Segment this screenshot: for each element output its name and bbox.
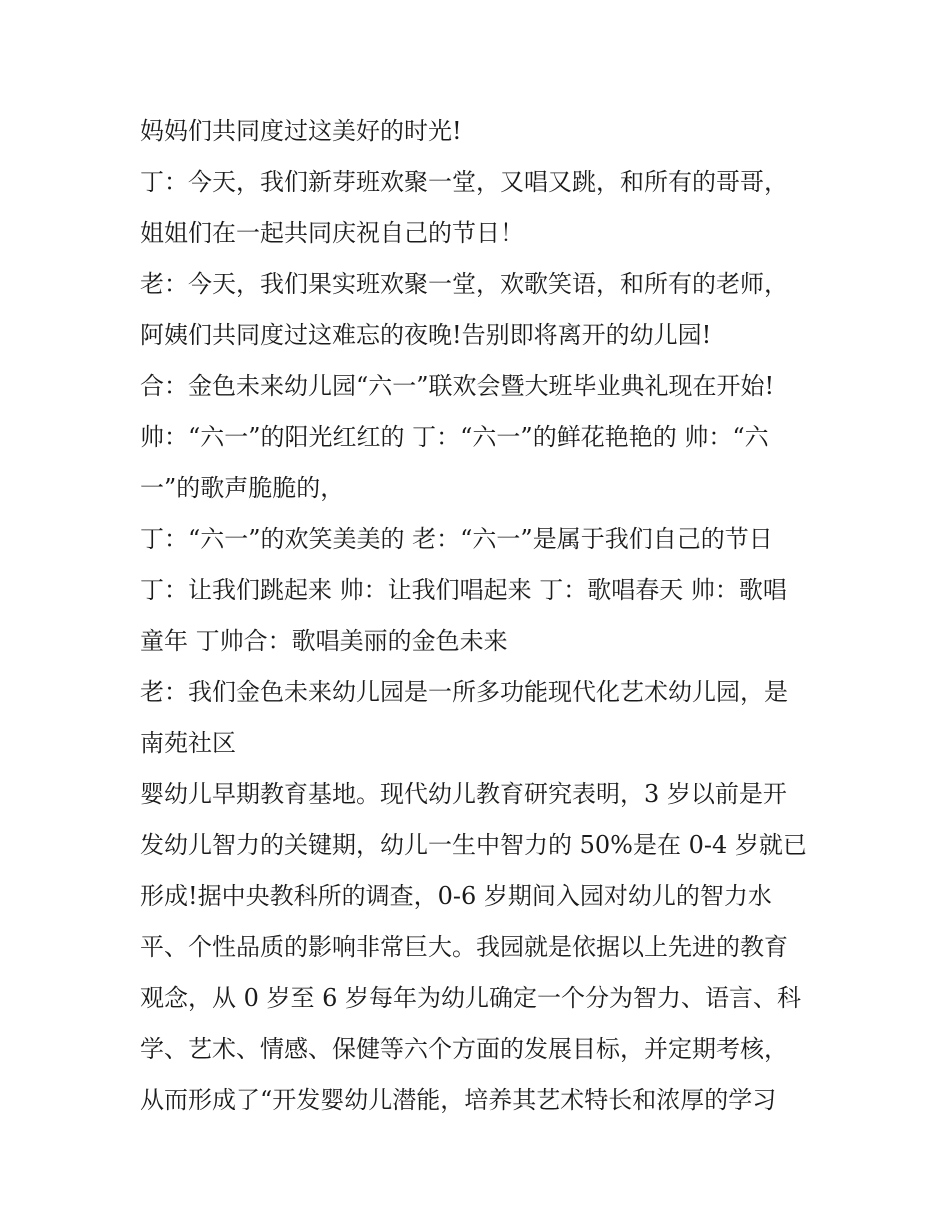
text-line: 老：我们金色未来幼儿园是一所多功能现代化艺术幼儿园，是 bbox=[140, 678, 788, 706]
text-line: 合：金色未来幼儿园“六一”联欢会暨大班毕业典礼现在开始! bbox=[140, 372, 775, 400]
text-line: 形成!据中央教科所的调查，0-6 岁期间入园对幼儿的智力水 bbox=[140, 882, 772, 910]
text-line: 观念，从 0 岁至 6 岁每年为幼儿确定一个分为智力、语言、科 bbox=[140, 984, 802, 1012]
text-line: 阿姨们共同度过这难忘的夜晚!告别即将离开的幼儿园! bbox=[140, 321, 712, 349]
text-line: 姐姐们在一起共同庆祝自己的节日！ bbox=[140, 219, 524, 247]
text-line: 妈妈们共同度过这美好的时光! bbox=[140, 117, 462, 145]
text-line: 发幼儿智力的关键期，幼儿一生中智力的 50%是在 0-4 岁就已 bbox=[140, 831, 807, 859]
document-body bbox=[140, 106, 830, 1126]
text-line: 老：今天，我们果实班欢聚一堂，欢歌笑语，和所有的老师， bbox=[140, 270, 788, 298]
text-line: 婴幼儿早期教育基地。现代幼儿教育研究表明，3 岁以前是开 bbox=[140, 780, 787, 808]
text-line: 平、个性品质的影响非常巨大。我园就是依据以上先进的教育 bbox=[140, 933, 788, 961]
text-line: 一”的歌声脆脆的， bbox=[140, 474, 345, 502]
text-line: 童年 丁帅合：歌唱美丽的金色未来 bbox=[140, 627, 508, 655]
text-line: 帅：“六一”的阳光红红的 丁：“六一”的鲜花艳艳的 帅：“六 bbox=[140, 423, 769, 451]
text-line: 从而形成了“开发婴幼儿潜能，培养其艺术特长和浓厚的学习 bbox=[140, 1086, 777, 1114]
text-line: 南苑社区 bbox=[140, 729, 236, 757]
text-line: 丁：“六一”的欢笑美美的 老：“六一”是属于我们自己的节日 bbox=[140, 525, 773, 553]
text-line: 丁：今天，我们新芽班欢聚一堂，又唱又跳，和所有的哥哥， bbox=[140, 168, 788, 196]
text-line: 丁：让我们跳起来 帅：让我们唱起来 丁：歌唱春天 帅：歌唱 bbox=[140, 576, 787, 604]
text-line: 学、艺术、情感、保健等六个方面的发展目标，并定期考核， bbox=[140, 1035, 788, 1063]
